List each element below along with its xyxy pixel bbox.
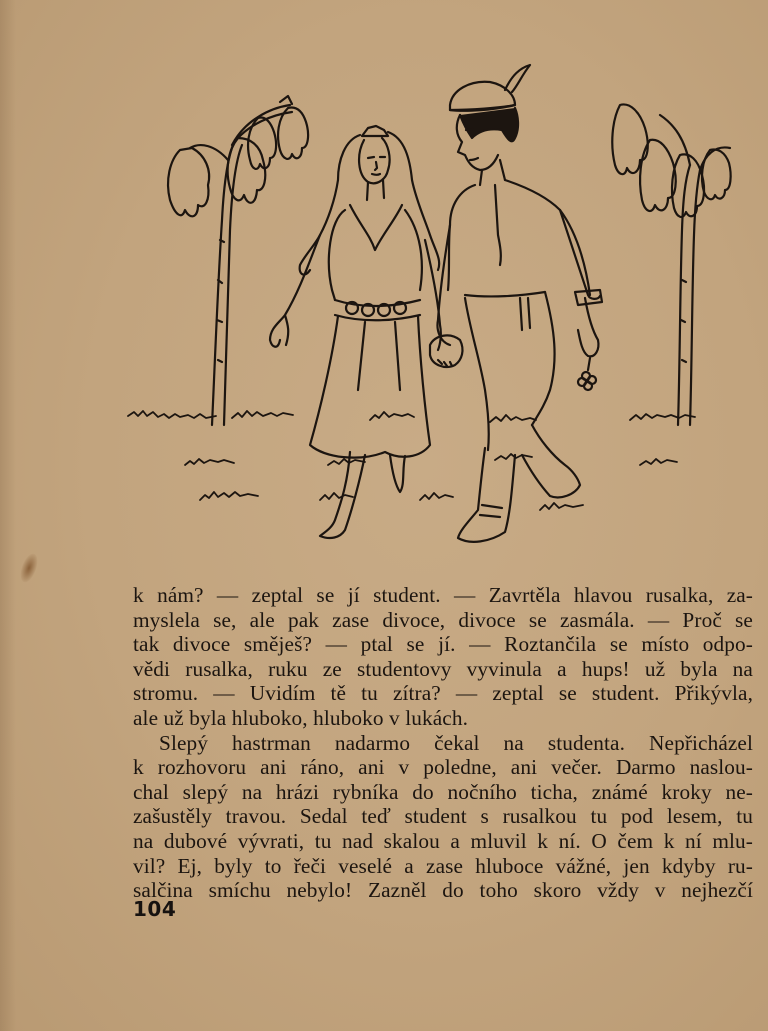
text-line: Slepý hastrman nadarmo čekal na studenta. Nepřicházel xyxy=(159,730,753,755)
body-text xyxy=(133,583,753,903)
text-line: k nám? — zeptal se jí student. — Zavrtěla hlavou rusalka, za- xyxy=(133,583,753,607)
illustration-rusalka-and-student xyxy=(120,60,760,560)
page-edge-shadow xyxy=(0,0,16,1031)
text-line: stromu. — Uvidím tě tu zítra? — zeptal se student. Přikývla, xyxy=(133,681,753,706)
text-line: vil? Ej, byly to řeči veselé a zase hluboce vážné, jen kdyby ru- xyxy=(133,853,753,878)
text-line: chal slepý na hrázi rybníka do nočního ticha, známé kroky ne- xyxy=(133,779,753,804)
text-line: zašustěly travou. Sedal teď student s rusalkou tu pod lesem, tu xyxy=(133,804,753,829)
text-line: vědi rusalka, ruku ze studentovy vyvinula a hups! už byla na xyxy=(133,656,753,681)
text-line: ale už byla hluboko, hluboko v lukách. xyxy=(133,705,469,730)
text-line: k rozhovoru ani ráno, ani v poledne, ani večer. Darmo naslou- xyxy=(133,755,753,780)
held-hands xyxy=(430,335,462,367)
grass-tufts xyxy=(128,411,695,510)
figure-rusalka xyxy=(270,126,441,538)
paragraph-1 xyxy=(133,583,753,731)
figure-student xyxy=(438,65,603,542)
paragraph-2 xyxy=(133,731,753,903)
text-line: salčina smíchu nebylo! Zazněl do toho skoro vždy v nejhezčí xyxy=(133,878,753,903)
paper-stain xyxy=(17,552,40,585)
text-line: tak divoce směješ? — ptal se jí. — Roztančila se místo odpo- xyxy=(133,632,753,657)
left-birch-tree xyxy=(168,96,308,425)
page-number: 104 xyxy=(133,897,177,921)
text-line: na dubové vývrati, tu nad skalou a mluvil k ní. O čem k ní mlu- xyxy=(133,828,753,853)
right-birch-tree xyxy=(612,104,730,425)
text-line: myslela se, ale pak zase divoce, divoce se zasmála. — Proč se xyxy=(133,607,753,632)
